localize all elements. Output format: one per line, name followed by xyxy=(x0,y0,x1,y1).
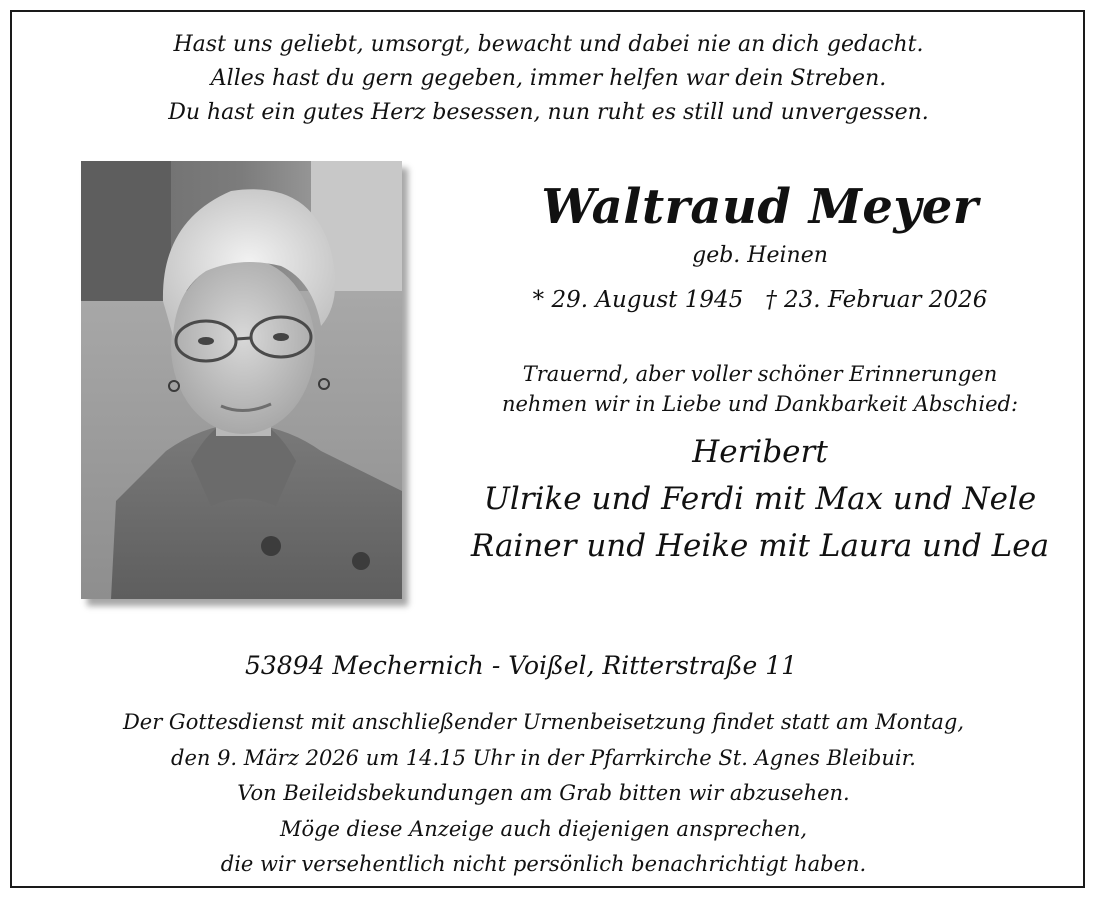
poem-line: Hast uns geliebt, umsorgt, bewacht und dabei nie an dich gedacht. xyxy=(173,32,924,57)
mourning-text xyxy=(430,359,1090,419)
family-address: 53894 Mechernich - Voißel, Ritterstraße 11 xyxy=(244,651,798,680)
portrait-photo xyxy=(81,161,402,599)
service-line: die wir versehentlich nicht persönlich benachrichtigt haben. xyxy=(220,852,867,876)
service-line: Der Gottesdienst mit anschließender Urnenbeisetzung findet statt am Montag, xyxy=(122,710,965,734)
service-line: Von Beileidsbekundungen am Grab bitten wir abzusehen. xyxy=(237,781,850,805)
service-line: Möge diese Anzeige auch diejenigen ansprechen, xyxy=(279,816,808,841)
service-information xyxy=(0,705,1097,883)
poem-line: Alles hast du gern gegeben, immer helfen war dein Streben. xyxy=(210,66,887,91)
mourning-line: Trauernd, aber voller schöner Erinnerungen xyxy=(522,362,998,386)
family-names xyxy=(430,429,1090,570)
service-line: den 9. März 2026 um 14.15 Uhr in der Pfarrkirche St. Agnes Bleibuir. xyxy=(171,745,916,770)
family-line: Heribert xyxy=(692,434,828,470)
poem xyxy=(0,28,1097,130)
family-line: Ulrike und Ferdi mit Max und Nele xyxy=(483,481,1037,517)
life-dates xyxy=(430,283,1090,317)
death-date: † 23. Februar 2026 xyxy=(765,287,988,313)
deceased-name: Waltraud Meyer xyxy=(541,179,979,235)
portrait-image xyxy=(81,161,402,599)
maiden-name: geb. Heinen xyxy=(692,243,828,268)
birth-date: * 29. August 1945 xyxy=(532,287,744,313)
obituary-header xyxy=(430,175,1090,570)
family-line: Rainer und Heike mit Laura und Lea xyxy=(470,528,1050,564)
mourning-line: nehmen wir in Liebe und Dankbarkeit Abschied: xyxy=(501,392,1019,416)
poem-line: Du hast ein gutes Herz besessen, nun ruht es still und unvergessen. xyxy=(168,100,929,125)
